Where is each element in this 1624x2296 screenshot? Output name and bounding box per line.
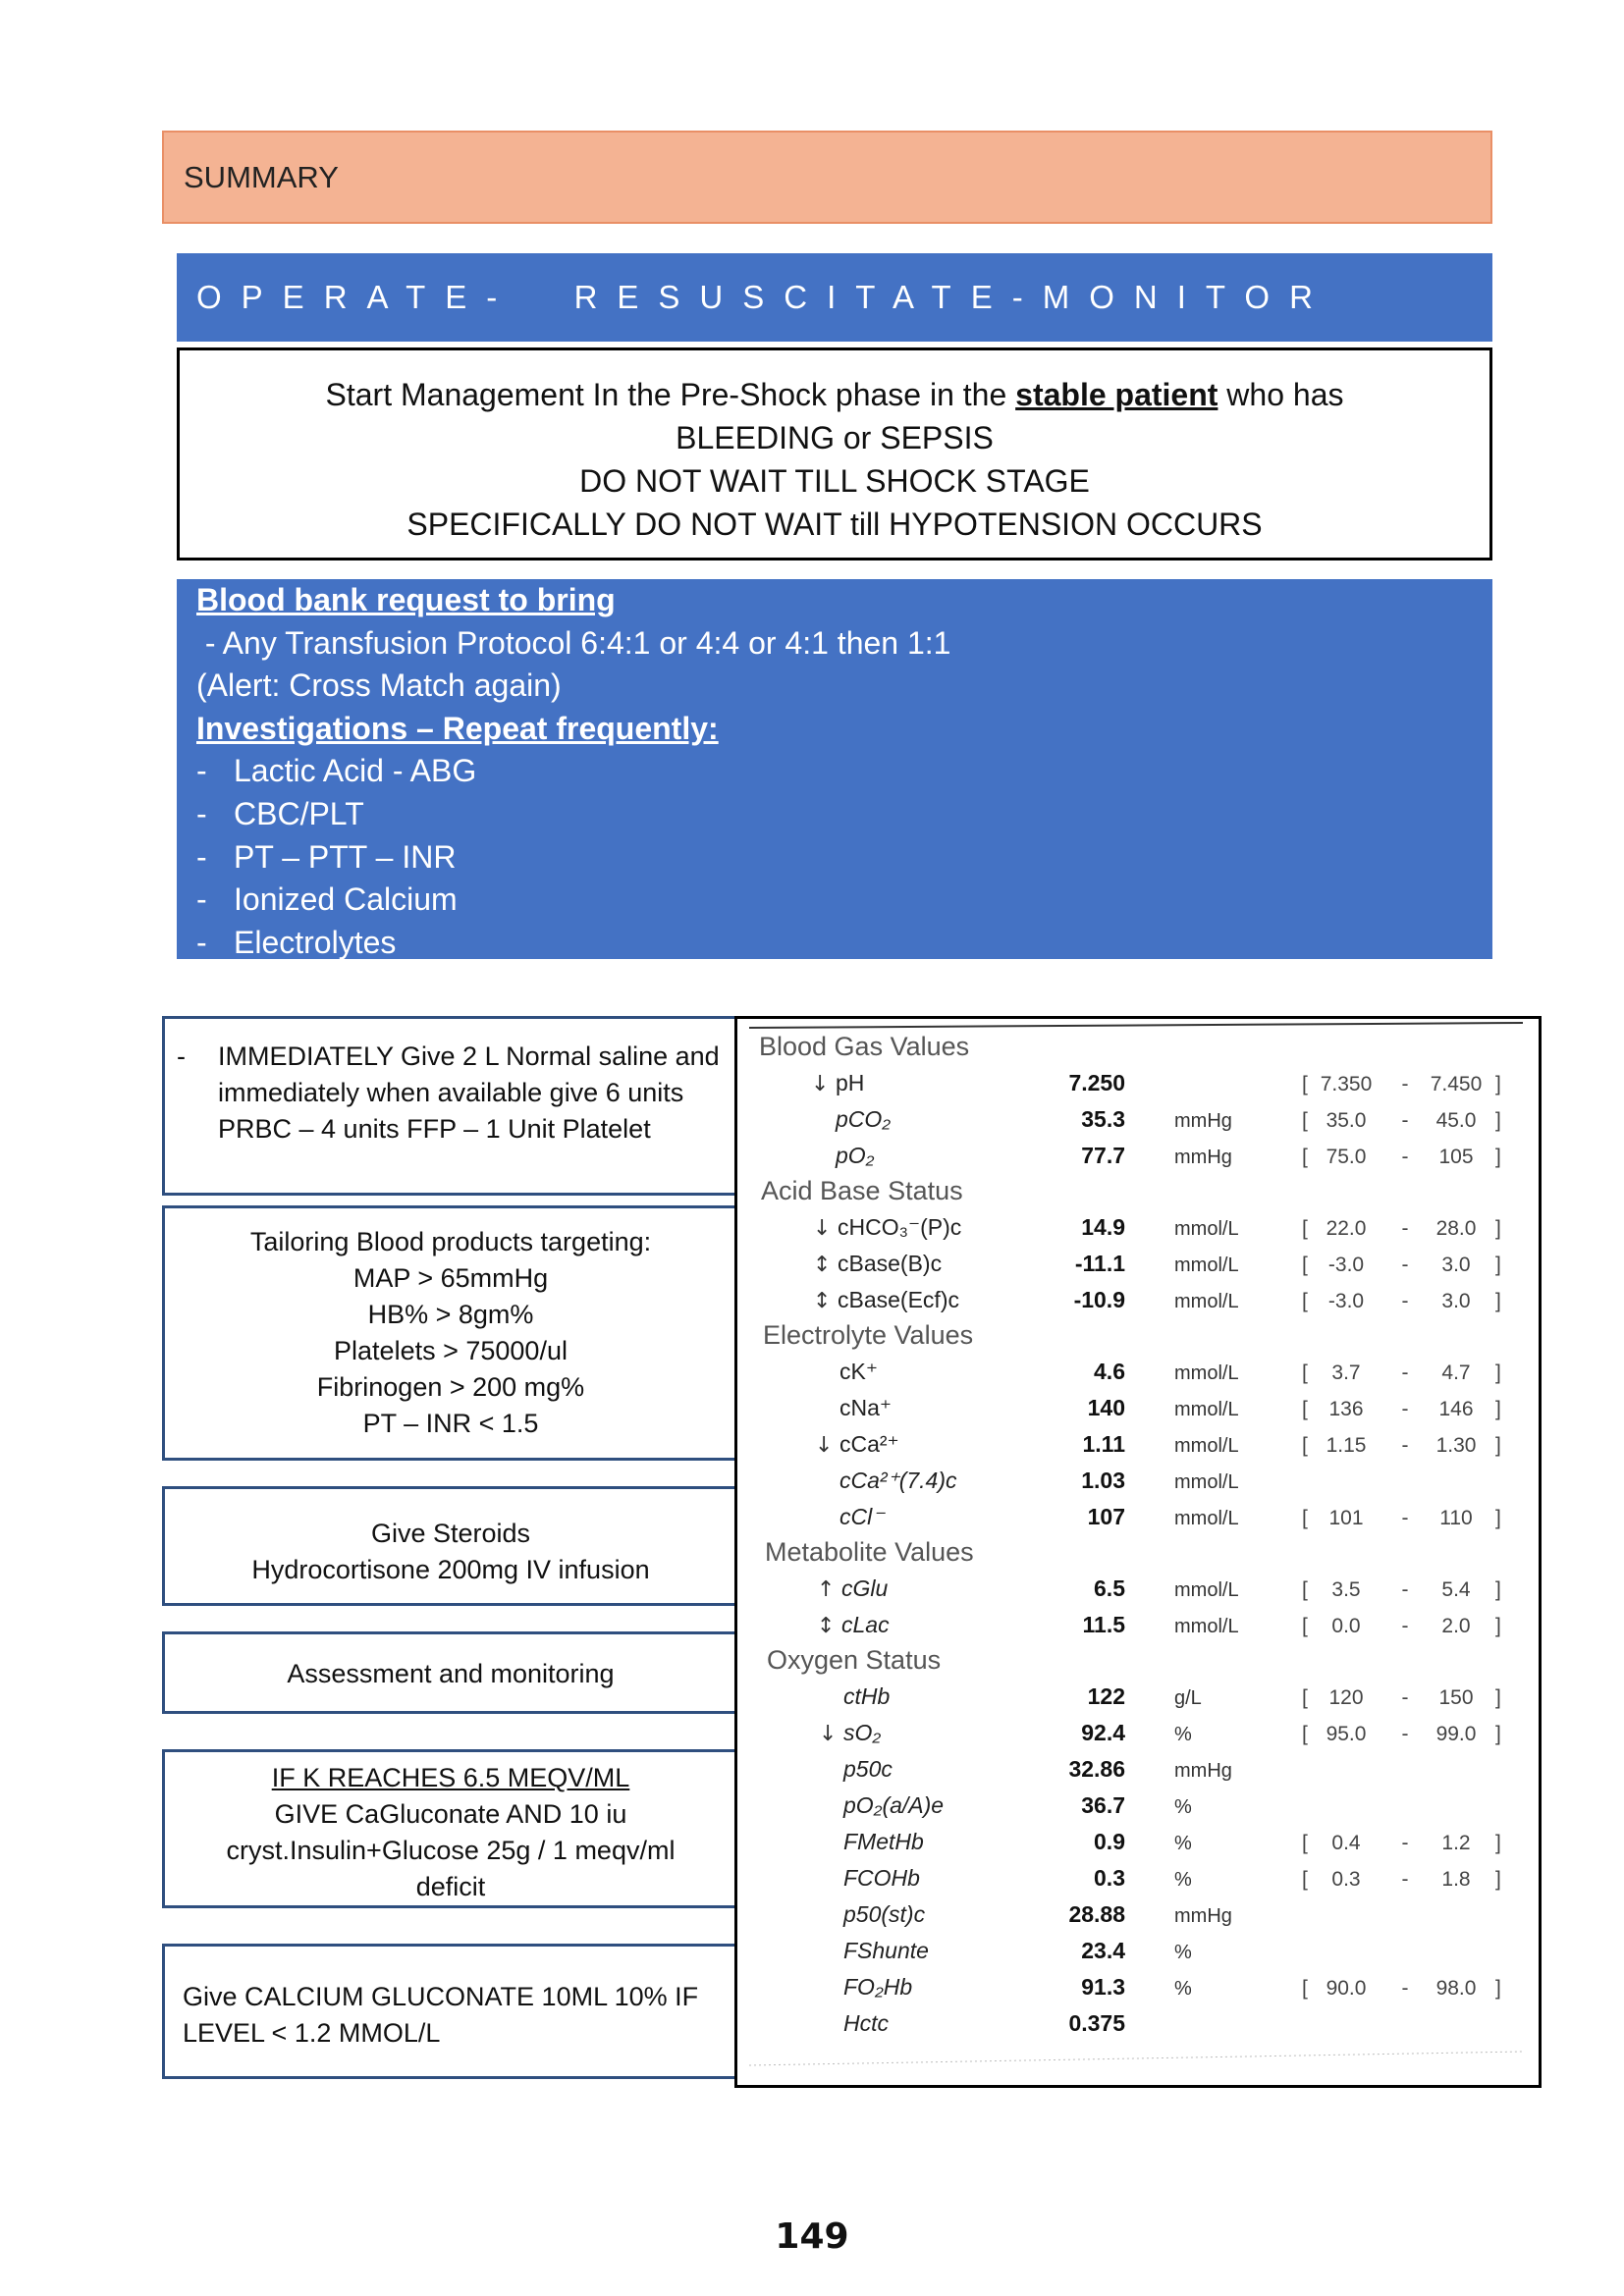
lab-flag-icon: ↓: [811, 1072, 830, 1096]
list-dash: -: [196, 753, 207, 789]
lab-param-name: cHCO₃⁻(P)c: [838, 1214, 962, 1240]
lab-ref-low: 0.3: [1331, 1868, 1361, 1891]
lab-param-name: ctHb: [843, 1683, 891, 1709]
lab-ref-sep: -: [1401, 1109, 1409, 1132]
lab-ref-bracket: ]: [1495, 1217, 1501, 1240]
target-pt-inr: PT – INR < 1.5: [362, 1409, 539, 1438]
lab-ref-low: -3.0: [1327, 1254, 1365, 1276]
report-bottom-rule: [749, 2052, 1523, 2065]
lab-unit: mmHg: [1174, 1147, 1232, 1168]
start-line-1-pre: Start Management In the Pre-Shock phase in the: [325, 377, 1016, 412]
hydrocortisone-dose: Hydrocortisone 200mg IV infusion: [251, 1555, 650, 1584]
assessment-text: Assessment and monitoring: [287, 1659, 615, 1688]
normal-saline-box: [162, 1016, 736, 1196]
lab-ref-low: 101: [1328, 1507, 1364, 1529]
saline-row: [177, 1039, 727, 1148]
lab-unit: mmHg: [1174, 1905, 1232, 1927]
lab-ref-bracket: [: [1302, 1615, 1308, 1637]
lab-unit: %: [1174, 1833, 1192, 1854]
lab-ref-bracket: ]: [1495, 1723, 1501, 1745]
investigation-label: Lactic Acid - ABG: [234, 753, 477, 789]
lab-ref-high: 99.0: [1435, 1723, 1477, 1745]
list-dash: -: [177, 1041, 186, 1071]
lab-param-name: FShunte: [843, 1938, 929, 1963]
lab-ref-sep: -: [1401, 1507, 1409, 1529]
lab-ref-bracket: ]: [1495, 1578, 1501, 1601]
lab-ref-low: 75.0: [1326, 1146, 1367, 1168]
lab-ref-bracket: [: [1302, 1977, 1308, 2000]
lab-ref-bracket: ]: [1495, 1109, 1501, 1132]
hyperkalemia-line: deficit: [415, 1872, 486, 1901]
lab-ref-sep: -: [1401, 1146, 1409, 1168]
list-dash: -: [196, 924, 207, 960]
lab-ref-bracket: ]: [1495, 1073, 1501, 1095]
lab-ref-bracket: [: [1302, 1146, 1308, 1168]
lab-ref-high: 1.2: [1441, 1832, 1471, 1854]
lab-unit: mmol/L: [1174, 1508, 1239, 1529]
lab-value: 1.03: [1081, 1468, 1125, 1493]
steroids-box: [162, 1486, 736, 1606]
lab-ref-bracket: [: [1302, 1832, 1308, 1854]
lab-ref-sep: -: [1401, 1434, 1409, 1457]
lab-ref-high: 1.30: [1435, 1434, 1477, 1457]
list-dash: -: [196, 838, 207, 875]
report-top-rule: [749, 1023, 1523, 1028]
lab-value: 35.3: [1081, 1106, 1125, 1132]
lab-unit: mmol/L: [1174, 1579, 1239, 1601]
blood-bank-heading: Blood bank request to bring: [196, 582, 616, 617]
lab-ref-bracket: ]: [1495, 1507, 1501, 1529]
lab-unit: mmol/L: [1174, 1362, 1239, 1384]
lab-value: 11.5: [1082, 1612, 1125, 1637]
lab-ref-sep: -: [1401, 1578, 1409, 1601]
lab-value: 6.5: [1094, 1575, 1125, 1601]
calcium-text: Give CALCIUM GLUCONATE 10ML 10% IF LEVEL < 1.2 MMOL/L: [183, 1982, 699, 2048]
saline-text: IMMEDIATELY Give 2 L Normal saline and immediately when available give 6 units PRBC – 4 units FFP – 1 Unit Platelet: [218, 1041, 720, 1144]
lab-ref-high: 5.4: [1441, 1578, 1471, 1601]
start-line-4: SPECIFICALLY DO NOT WAIT till HYPOTENSION OCCURS: [406, 507, 1263, 542]
lab-ref-bracket: [: [1302, 1686, 1308, 1709]
hyperkalemia-box: [162, 1749, 736, 1908]
lab-ref-bracket: ]: [1495, 1362, 1501, 1384]
lab-param-name: pO₂(a/A)e: [843, 1792, 945, 1818]
lab-value: 36.7: [1081, 1792, 1125, 1818]
start-line-3: DO NOT WAIT TILL SHOCK STAGE: [579, 463, 1090, 499]
stable-patient-emphasis: stable patient: [1015, 377, 1218, 412]
lab-flag-icon: ↕: [813, 1253, 832, 1277]
lab-ref-bracket: [: [1302, 1507, 1308, 1529]
lab-flag-icon: ↓: [813, 1216, 832, 1241]
lab-value: 0.375: [1068, 2010, 1125, 2036]
lab-ref-low: 90.0: [1326, 1977, 1367, 2000]
lab-ref-bracket: [: [1302, 1434, 1308, 1457]
assessment-box: [162, 1631, 736, 1714]
lab-value: 122: [1087, 1683, 1125, 1709]
lab-ref-bracket: [: [1302, 1868, 1308, 1891]
lab-ref-bracket: [: [1302, 1254, 1308, 1276]
lab-unit: mmol/L: [1174, 1399, 1239, 1420]
lab-param-name: FMetHb: [843, 1829, 924, 1854]
lab-ref-bracket: ]: [1495, 1868, 1501, 1891]
target-platelets: Platelets > 75000/ul: [334, 1336, 568, 1365]
lab-ref-bracket: [: [1302, 1109, 1308, 1132]
investigation-label: Ionized Calcium: [234, 881, 458, 918]
lab-ref-low: 22.0: [1326, 1217, 1367, 1240]
tailor-heading: Tailoring Blood products targeting:: [249, 1227, 652, 1256]
lab-ref-high: 105: [1438, 1146, 1474, 1168]
lab-value: -10.9: [1073, 1287, 1125, 1312]
lab-section-title: Blood Gas Values: [759, 1032, 970, 1061]
lab-unit: %: [1174, 1724, 1192, 1745]
lab-value: 107: [1087, 1504, 1125, 1529]
lab-unit: %: [1174, 1978, 1192, 2000]
lab-unit: mmol/L: [1174, 1291, 1239, 1312]
lab-section-title: Oxygen Status: [767, 1645, 942, 1675]
lab-ref-low: 3.5: [1331, 1578, 1361, 1601]
hyperkalemia-line: GIVE CaGluconate AND 10 iu: [274, 1799, 627, 1829]
blood-bank-investigations-box: [177, 579, 1492, 959]
lab-ref-sep: -: [1401, 1217, 1409, 1240]
lab-ref-high: 146: [1438, 1398, 1474, 1420]
transfusion-protocol-line: - Any Transfusion Protocol 6:4:1 or 4:4 or 4:1 then 1:1: [196, 624, 951, 661]
lab-ref-bracket: [: [1302, 1073, 1308, 1095]
lab-ref-sep: -: [1401, 1832, 1409, 1854]
tailoring-blood-products-box: [162, 1205, 736, 1461]
banner-text: OPERATE- RESUSCITATE-MONITOR: [196, 279, 1332, 315]
lab-ref-sep: -: [1401, 1723, 1409, 1745]
lab-ref-high: 45.0: [1435, 1109, 1477, 1132]
investigation-item: [196, 879, 1473, 922]
lab-ref-high: 3.0: [1441, 1254, 1471, 1276]
lab-ref-low: 35.0: [1326, 1109, 1367, 1132]
lab-param-name: cCa²⁺(7.4)c: [839, 1468, 957, 1493]
lab-flag-icon: ↕: [813, 1289, 832, 1313]
lab-param-name: cLac: [841, 1612, 890, 1637]
lab-unit: mmol/L: [1174, 1616, 1239, 1637]
lab-ref-bracket: [: [1302, 1290, 1308, 1312]
lab-ref-bracket: [: [1302, 1578, 1308, 1601]
lab-ref-high: 150: [1438, 1686, 1474, 1709]
lab-param-name: pO₂: [836, 1143, 875, 1168]
lab-value: 14.9: [1081, 1214, 1125, 1240]
lab-unit: mmol/L: [1174, 1255, 1239, 1276]
lab-ref-high: 3.0: [1441, 1290, 1471, 1312]
lab-ref-bracket: [: [1302, 1217, 1308, 1240]
lab-unit: mmol/L: [1174, 1471, 1239, 1493]
lab-param-name: p50c: [843, 1756, 893, 1782]
investigations-heading: Investigations – Repeat frequently:: [196, 710, 719, 746]
target-fibrinogen: Fibrinogen > 200 mg%: [316, 1372, 585, 1402]
lab-ref-low: 95.0: [1326, 1723, 1367, 1745]
lab-param-name: FCOHb: [843, 1865, 920, 1891]
investigation-item: [196, 836, 1473, 880]
list-dash: -: [196, 795, 207, 831]
summary-header: [162, 131, 1492, 224]
lab-value: 0.3: [1094, 1865, 1125, 1891]
lab-ref-bracket: ]: [1495, 1146, 1501, 1168]
investigation-label: PT – PTT – INR: [234, 838, 457, 875]
lab-ref-bracket: ]: [1495, 1290, 1501, 1312]
start-line-2: BLEEDING or SEPSIS: [676, 420, 994, 455]
steroids-heading: Give Steroids: [370, 1519, 531, 1548]
lab-ref-low: 1.15: [1326, 1434, 1367, 1457]
lab-unit: %: [1174, 1796, 1192, 1818]
lab-unit: mmol/L: [1174, 1435, 1239, 1457]
lab-unit: %: [1174, 1869, 1192, 1891]
summary-label: SUMMARY: [184, 159, 339, 194]
lab-section-title: Acid Base Status: [761, 1176, 963, 1205]
lab-flag-icon: ↓: [819, 1722, 838, 1746]
lab-ref-sep: -: [1401, 1398, 1409, 1420]
lab-param-name: p50(st)c: [843, 1901, 926, 1927]
lab-value: 28.88: [1068, 1901, 1125, 1927]
lab-param-name: cBase(B)c: [838, 1251, 943, 1276]
lab-param-name: cCl⁻: [839, 1504, 885, 1529]
page-number: 149: [775, 2216, 849, 2257]
lab-ref-low: 120: [1328, 1686, 1364, 1709]
list-dash: -: [196, 881, 207, 918]
lab-ref-low: 0.4: [1331, 1832, 1361, 1854]
lab-flag-icon: ↓: [815, 1433, 834, 1458]
lab-value: 0.9: [1094, 1829, 1125, 1854]
target-map: MAP > 65mmHg: [352, 1263, 549, 1293]
lab-ref-bracket: ]: [1495, 1434, 1501, 1457]
lab-ref-bracket: ]: [1495, 1254, 1501, 1276]
lab-unit: %: [1174, 1942, 1192, 1963]
lab-value: -11.1: [1074, 1251, 1125, 1276]
investigation-label: Electrolytes: [234, 924, 397, 960]
lab-value: 91.3: [1081, 1974, 1125, 2000]
lab-value: 77.7: [1081, 1143, 1125, 1168]
lab-ref-bracket: ]: [1495, 1686, 1501, 1709]
start-line-1-post: who has: [1218, 377, 1344, 412]
lab-ref-low: 7.350: [1320, 1073, 1373, 1095]
lab-section-title: Metabolite Values: [765, 1537, 974, 1567]
lab-value: 7.250: [1068, 1070, 1125, 1095]
lab-flag-icon: ↑: [817, 1577, 836, 1602]
lab-value: 4.6: [1094, 1359, 1125, 1384]
lab-param-name: Hctc: [843, 2010, 889, 2036]
lab-ref-high: 4.7: [1441, 1362, 1471, 1384]
start-line-1: [180, 373, 1489, 416]
investigation-item: [196, 922, 1473, 965]
lab-ref-sep: -: [1401, 1290, 1409, 1312]
lab-value: 1.11: [1082, 1431, 1125, 1457]
lab-value: 32.86: [1068, 1756, 1125, 1782]
lab-ref-bracket: [: [1302, 1723, 1308, 1745]
lab-param-name: pCO₂: [836, 1106, 892, 1132]
lab-ref-high: 110: [1439, 1507, 1473, 1529]
lab-value: 92.4: [1081, 1720, 1125, 1745]
lab-ref-sep: -: [1401, 1977, 1409, 2000]
lab-ref-bracket: ]: [1495, 1977, 1501, 2000]
lab-ref-sep: -: [1401, 1073, 1409, 1095]
lab-param-name: cCa²⁺: [839, 1431, 899, 1457]
investigation-label: CBC/PLT: [234, 795, 364, 831]
lab-param-name: sO₂: [843, 1720, 882, 1745]
lab-unit: mmol/L: [1174, 1218, 1239, 1240]
lab-ref-low: -3.0: [1327, 1290, 1365, 1312]
lab-ref-high: 98.0: [1435, 1977, 1477, 2000]
lab-ref-high: 28.0: [1435, 1217, 1477, 1240]
lab-ref-low: 0.0: [1331, 1615, 1361, 1637]
lab-param-name: cGlu: [841, 1575, 889, 1601]
lab-ref-bracket: ]: [1495, 1832, 1501, 1854]
potassium-heading: IF K REACHES 6.5 MEQV/ML: [271, 1763, 630, 1792]
operate-resuscitate-monitor-banner: [177, 253, 1492, 342]
pre-shock-management-box: [177, 347, 1492, 561]
lab-ref-sep: -: [1401, 1868, 1409, 1891]
lab-ref-low: 3.7: [1331, 1362, 1361, 1384]
lab-report-svg: [737, 1019, 1542, 2088]
lab-ref-bracket: ]: [1495, 1615, 1501, 1637]
lab-ref-bracket: ]: [1495, 1398, 1501, 1420]
lab-ref-sep: -: [1401, 1686, 1409, 1709]
cross-match-alert: (Alert: Cross Match again): [196, 667, 562, 704]
lab-param-name: cNa⁺: [839, 1395, 893, 1420]
lab-ref-sep: -: [1401, 1362, 1409, 1384]
lab-ref-sep: -: [1401, 1254, 1409, 1276]
target-hb: HB% > 8gm%: [367, 1300, 534, 1329]
lab-unit: g/L: [1174, 1687, 1202, 1709]
lab-ref-sep: -: [1401, 1615, 1409, 1637]
lab-ref-bracket: [: [1302, 1398, 1308, 1420]
hyperkalemia-line: cryst.Insulin+Glucose 25g / 1 meqv/ml: [226, 1836, 676, 1865]
lab-unit: mmHg: [1174, 1760, 1232, 1782]
investigation-item: [196, 793, 1473, 836]
lab-ref-high: 7.450: [1430, 1073, 1483, 1095]
lab-unit: mmHg: [1174, 1110, 1232, 1132]
lab-value: 140: [1087, 1395, 1125, 1420]
lab-ref-low: 136: [1328, 1398, 1364, 1420]
lab-ref-high: 2.0: [1441, 1615, 1471, 1637]
lab-ref-high: 1.8: [1441, 1868, 1471, 1891]
lab-param-name: FO₂Hb: [843, 1974, 913, 2000]
blood-gas-lab-report: [734, 1016, 1542, 2088]
lab-param-name: cK⁺: [839, 1359, 878, 1384]
calcium-gluconate-box: [162, 1944, 736, 2079]
lab-ref-bracket: [: [1302, 1362, 1308, 1384]
lab-flag-icon: ↕: [817, 1614, 836, 1638]
lab-section-title: Electrolyte Values: [763, 1320, 974, 1350]
lab-param-name: cBase(Ecf)c: [838, 1287, 959, 1312]
lab-param-name: pH: [836, 1070, 865, 1095]
investigation-item: [196, 750, 1473, 793]
lab-value: 23.4: [1081, 1938, 1125, 1963]
